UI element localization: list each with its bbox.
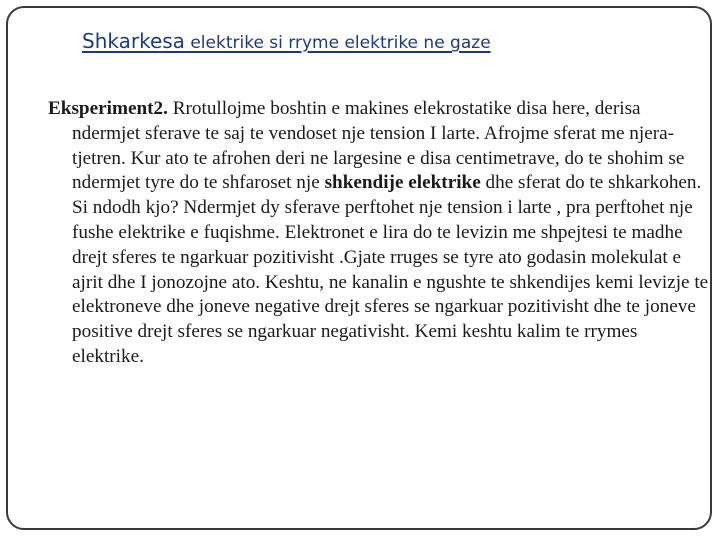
- paragraph-text-part2: dhe sferat do te shkarkohen. Si ndodh kjo? Ndermjet dy sferave perftohet nje tension i larte , pra perftohet nje fushe elektrike e fuqishme. Elektronet e lira do te levizin me shpejtesi te madhe drejt sferes te ngarkuar pozitivisht .Gjate rruges se tyre ato godasin molekulat e ajrit dhe I jonozojne ato. Keshtu, ne kanalin e ngushte te shkendijes kemi levizje te elektroneve dhe joneve negative drejt sferes se ngarkuar pozitivisht dhe te joneve positive drejt sferes se ngarkuar negativisht. Kemi keshtu kalim te rrymes elektrike.: [72, 172, 709, 367]
- slide-title: [82, 18, 491, 56]
- title-lead: Shkarkesa: [82, 29, 185, 53]
- paragraph-text-part1: Rrotullojme boshtin e makines elekrostatike disa here, derisa ndermjet sferave te saj te vendoset nje tension I larte. Afrojme sferat me njera-tjetren. Kur ato te afrohen deri ne largesine e disa centimetrave, do te shohim se ndermjet tyre do te shfaroset nje: [72, 98, 685, 194]
- title-rest: elektrike si rryme elektrike ne gaze: [184, 33, 491, 53]
- experiment-label: Eksperiment2.: [48, 98, 168, 119]
- experiment-paragraph: [48, 97, 712, 370]
- highlight-term: shkendije elektrike: [324, 172, 481, 194]
